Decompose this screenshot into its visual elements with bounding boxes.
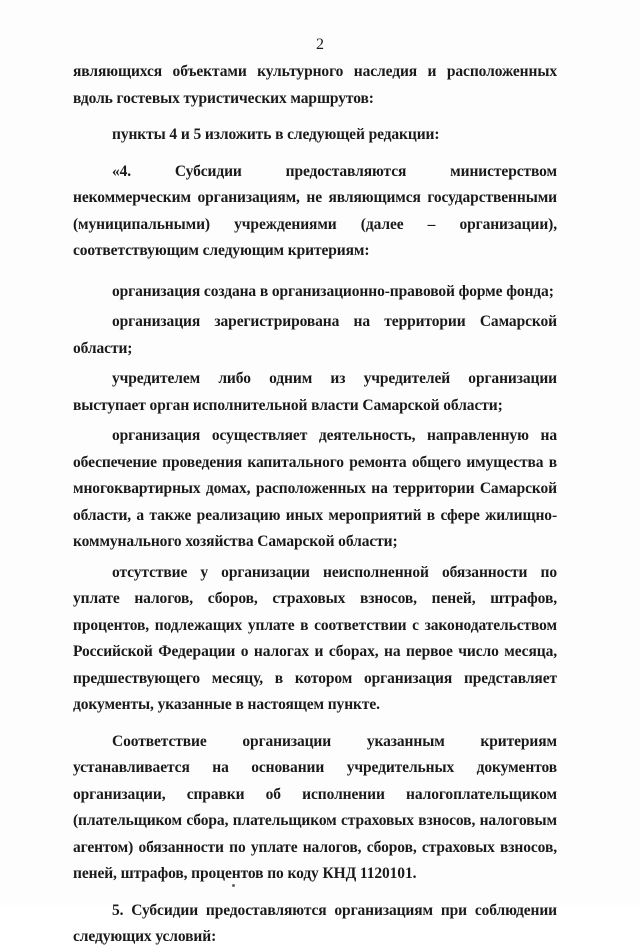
paragraph-compliance: Соответствие организации указанным критериям устанавливается на основании учредительных документов организации, справки об исполнении налогоплательщиком (плательщиком сбора, плательщиком страховых взносов, налоговым агентом) обязанности по уплате налогов, сборов, страховых взносов, пеней, штрафов, процентов по коду КНД 1120101. <box>73 732 557 882</box>
paragraph-amendment-intro: пункты 4 и 5 изложить в следующей редакции: <box>112 126 440 143</box>
paragraph-item-5: 5. Субсидии предоставляются организациям при соблюдении следующих условий: <box>73 901 557 945</box>
criterion-activity: организация осуществляет деятельность, направленную на обеспечение проведения капитального ремонта общего имущества в многоквартирных домах, расположенных на территории Самарской области, а также реализацию иных мероприятий в сфере жилищно-коммунального хозяйства Самарской области; <box>73 427 557 550</box>
page-number: 2 <box>316 36 324 53</box>
criterion-founder: учредителем либо одним из учредителей организации выступает орган исполнительной власти Самарской области; <box>73 370 557 414</box>
criterion-fund-form: организация создана в организационно-правовой форме фонда; <box>112 282 554 300</box>
paragraph-continuation: являющихся объектами культурного наследия и расположенных вдоль гостевых туристических маршрутов: <box>73 63 557 107</box>
criterion-no-tax-debt: отсутствие у организации неисполненной обязанности по уплате налогов, сборов, страховых взносов, пеней, штрафов, процентов, подлежащих уплате в соответствии с законодательством Российской Федерации о налогах и сборах, на первое число месяца, предшествующего месяцу, в котором организация представляет документы, указанные в настоящем пункте. <box>73 563 557 713</box>
criterion-registration: организация зарегистрирована на территории Самарской области; <box>73 313 557 357</box>
document-body <box>73 59 557 951</box>
paragraph-item-4: «4. Субсидии предоставляются министерством некоммерческим организациям, не являющимся государственными (муниципальными) учреждениями (далее – организации), соответствующим следующим критериям: <box>73 162 557 259</box>
scan-speck <box>232 884 235 887</box>
